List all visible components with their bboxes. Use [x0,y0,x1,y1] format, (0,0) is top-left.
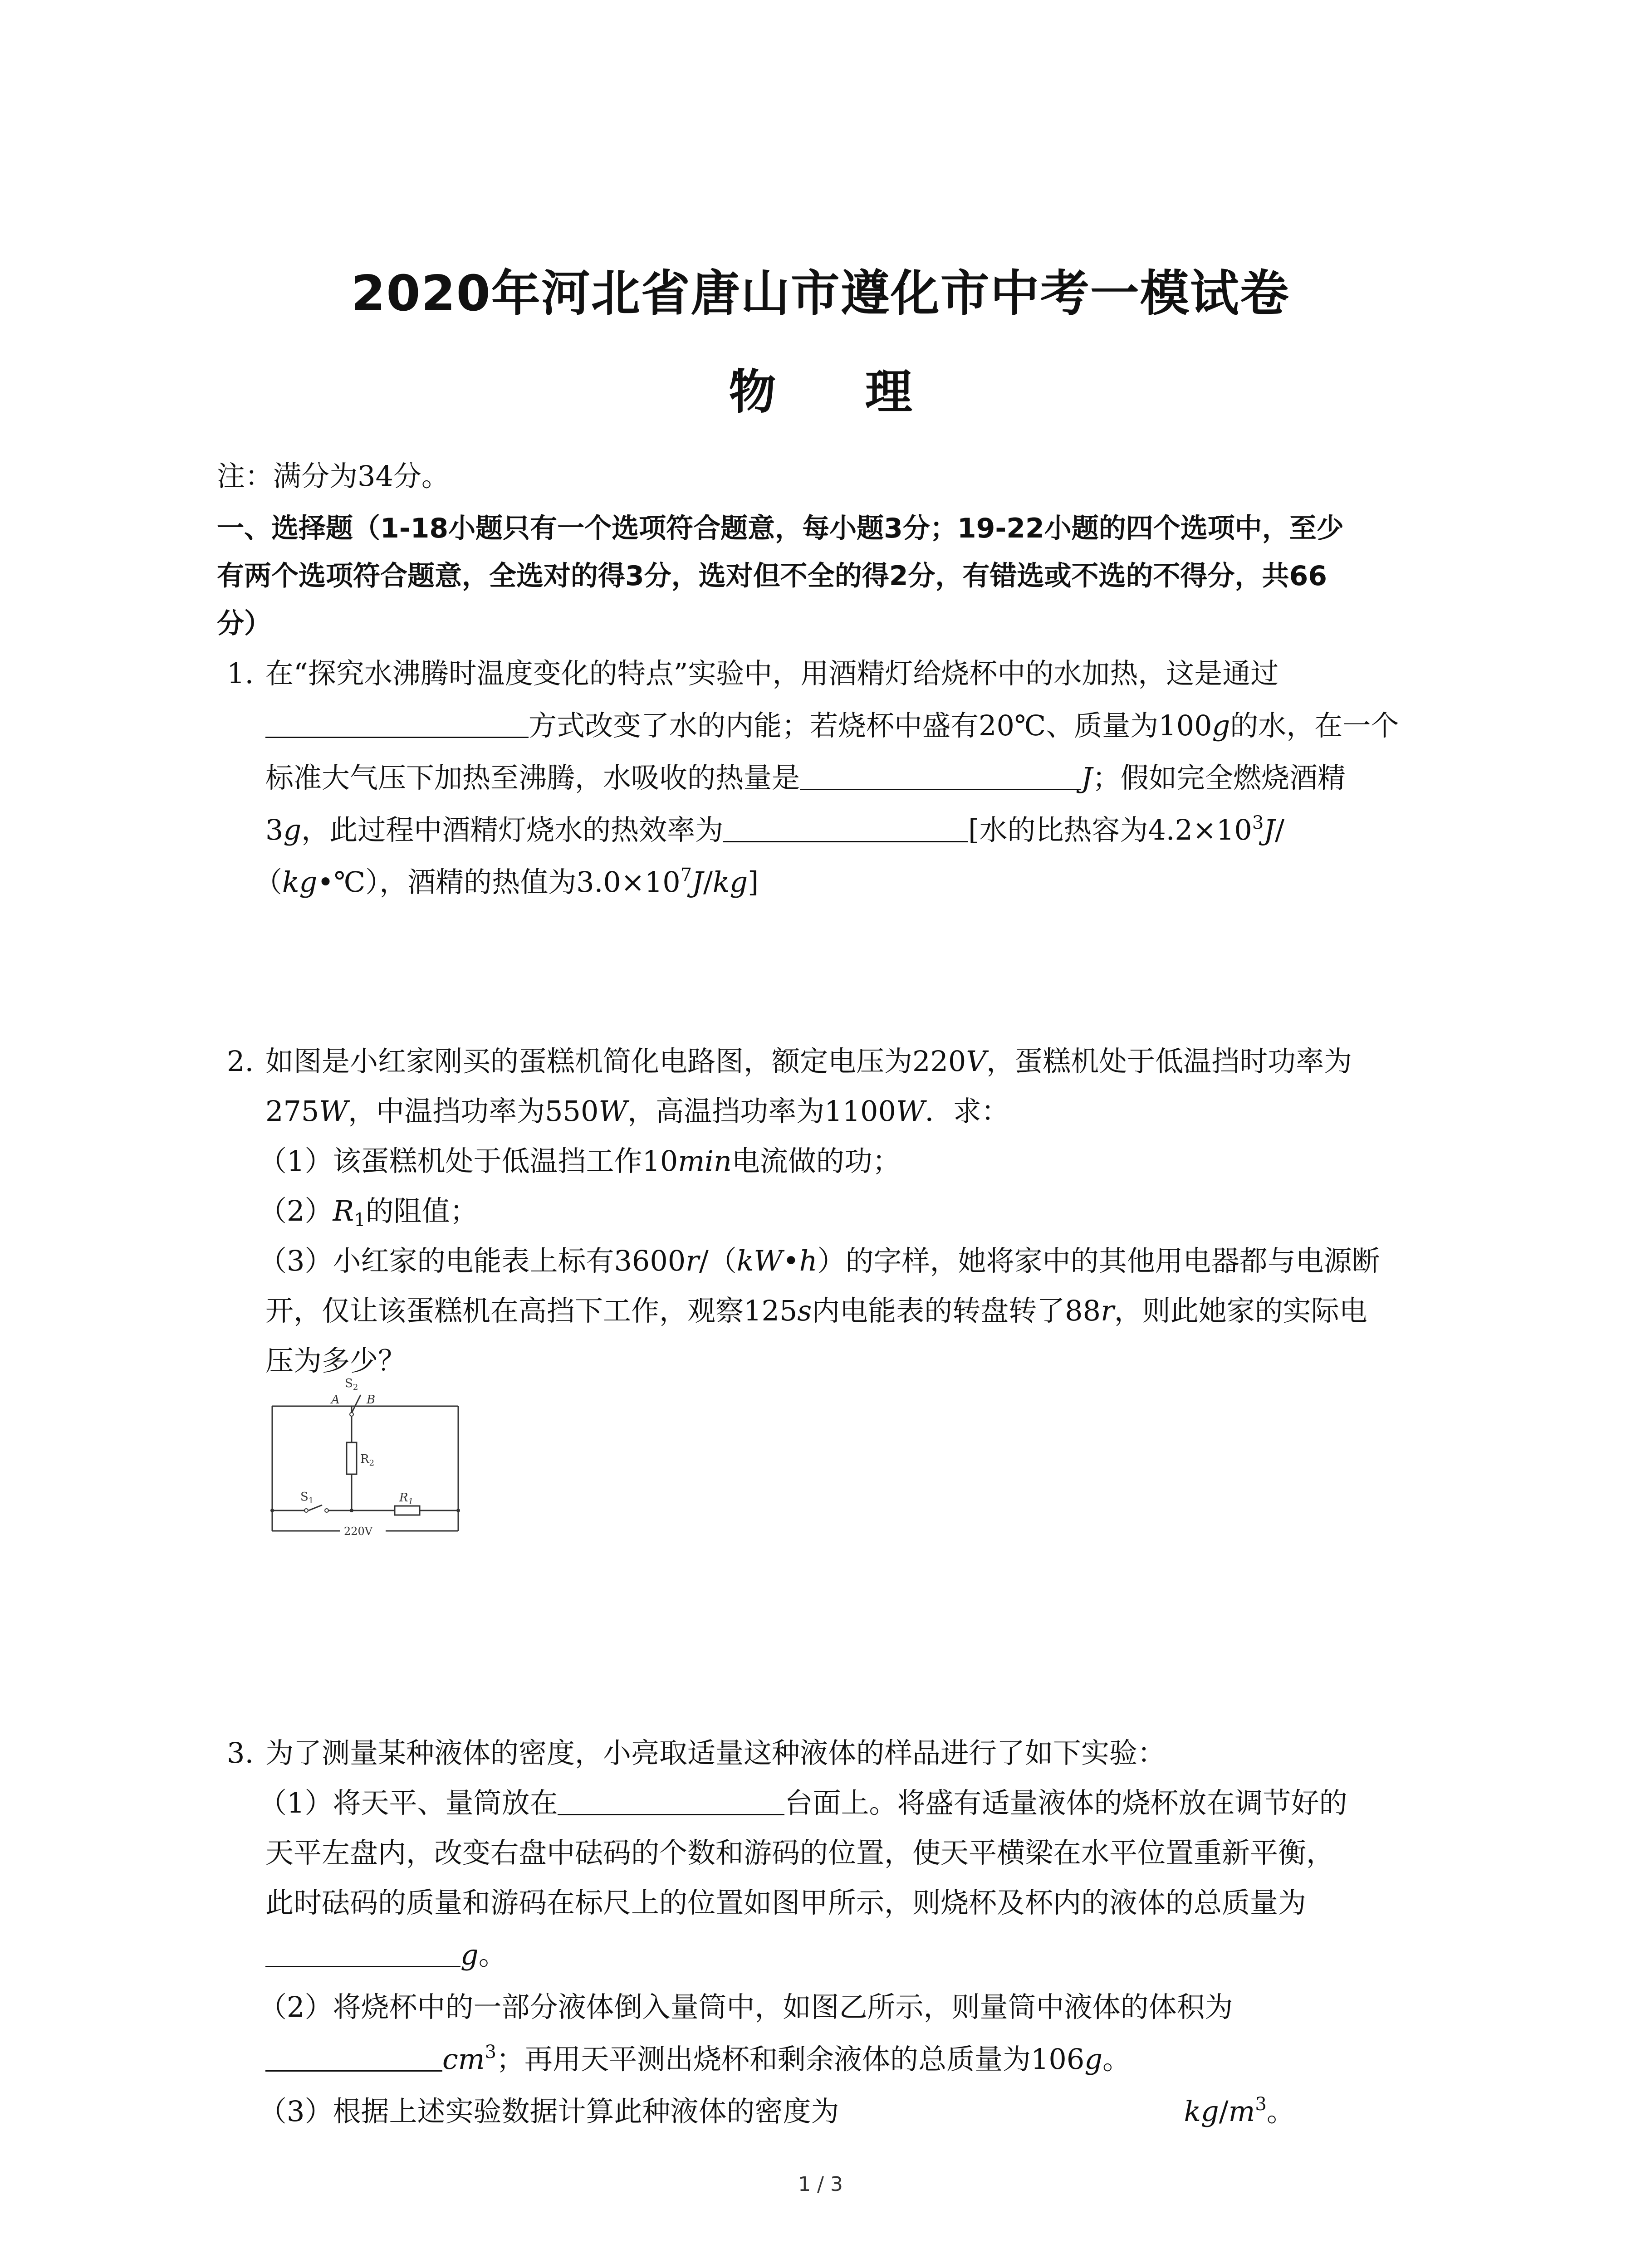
page-number: 1 / 3 [798,2173,843,2196]
q2-sub-3: （3）小红家的电能表上标有3600r/（kW•h）的字样，她将家中的其他用电器都与电源断 [259,1244,1380,1277]
answer-blank[interactable] [723,814,968,842]
section-heading-line-2: 有两个选项符合题意，全选对的得3分，选对但不全的得2分，有错选或不选的不得分，共66 [217,560,1327,592]
page-title: 2020年河北省唐山市遵化市中考一模试卷 [351,265,1290,322]
q3-part-3: （3）根据上述实验数据计算此种液体的密度为 $kg/m^3$。 [259,2094,1295,2128]
circuit-label-voltage: 220V [344,1525,373,1538]
q3-part-1-end: g。 [265,1937,507,1973]
q2-line-2: 275W，中温挡功率为550W，高温挡功率为1100W．求： [265,1095,1009,1128]
q3-part-1-cont: 天平左盘内，改变右盘中砝码的个数和游码的位置，使天平横梁在水平位置重新平衡， [265,1836,1335,1869]
circuit-diagram [263,1374,472,1542]
circuit-label-a: A [331,1393,340,1407]
q2-sub-2: $(2)R_1$的阻值； [259,1194,478,1231]
q3-part-1: （1）将天平、量筒放在 台面上。将盛有适量液体的烧杯放在调节好的 [259,1786,1347,1819]
q2-sub-1: （1）该蛋糕机处于低温挡工作10min电流做的功； [259,1144,901,1178]
section-heading-line-1: 一、选择题（1-18小题只有一个选项符合题意，每小题3分；19-22小题的四个选项中，至少 [217,513,1344,544]
answer-blank[interactable] [558,1787,784,1815]
q1-line-1: 在“探究水沸腾时温度变化的特点”实验中，用酒精灯给烧杯中的水加热，这是通过 [265,657,1279,690]
circuit-label-b: B [367,1393,376,1407]
score-note: 注：满分为34分。 [217,459,450,493]
circuit-label-s2: $S_2$ [345,1377,358,1392]
q3-line-1: 为了测量某种液体的密度，小亮取适量这种液体的样品进行了如下实验： [265,1736,1166,1769]
q1-line-3: 标准大气压下加热至沸腾，水吸收的热量是 J；假如完全燃烧酒精 [265,761,1346,794]
q2-line-1: 如图是小红家刚买的蛋糕机简化电路图，额定电压为220V，蛋糕机处于低温挡时功率为 [265,1045,1352,1078]
q1-line-4: 3g，此过程中酒精灯烧水的热效率为 [水的比热容为$4.2\times 10^3J/$ [265,812,1285,846]
circuit-label-s1: $S_1$ [300,1490,314,1505]
circuit-label-r2: $R_2$ [360,1452,375,1468]
q1-number: 1. [227,657,254,690]
subject-heading: 物 理 [729,364,949,420]
answer-blank[interactable] [265,1939,460,1967]
answer-blank[interactable] [800,762,1081,790]
q3-part-2: （2）将烧杯中的一部分液体倒入量筒中，如图乙所示，则量筒中液体的体积为 [259,1990,1233,2024]
answer-blank[interactable] [265,709,529,738]
q2-sub-3-end: 压为多少？ [265,1344,407,1377]
circuit-label-r1: $R_1$ [399,1491,414,1506]
q3-part-1-cont-2: 此时砝码的质量和游码在标尺上的位置如图甲所示，则烧杯及杯内的液体的总质量为 [265,1886,1307,1919]
q3-number: 3. [227,1736,254,1769]
q2-number: 2. [227,1045,254,1078]
answer-blank[interactable] [265,2043,442,2072]
q1-line-5: （kg•℃），酒精的热值为$3.0\times 10^7J/kg$] [254,865,759,899]
section-heading-line-3: 分） [217,608,271,640]
q1-line-2: 方式改变了水的内能；若烧杯中盛有20℃、质量为100g的水，在一个 [265,708,1399,744]
q2-sub-3-cont: 开，仅让该蛋糕机在高挡下工作，观察125s内电能表的转盘转了88r，则此她家的实际电 [265,1294,1367,1327]
q3-part-2-end: $cm^3$；再用天平测出烧杯和剩余液体的总质量为106g。 [265,2041,1131,2077]
